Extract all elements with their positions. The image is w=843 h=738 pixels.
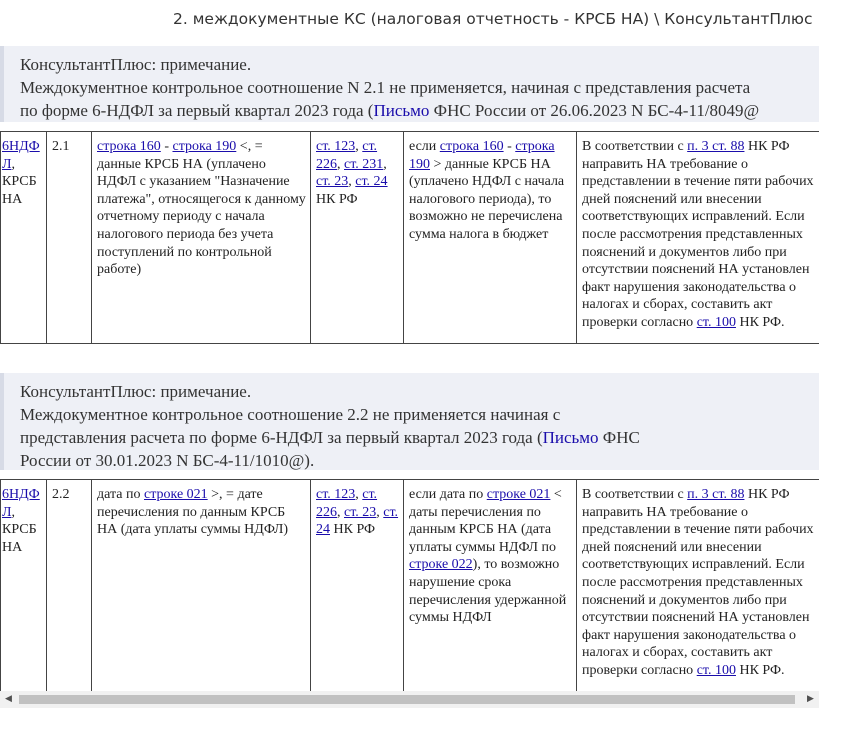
condition-text: <, = данные КРСБ НА (уплачено НДФЛ с указанием "Назначение платежа", относящегося к данному отчетному периоду с начала налогового периода без учета поступлений по контрольной работе) (97, 139, 306, 278)
note-text-line: Междокументное контрольное соотношение N 2.1 не применяется, начиная с представления расчета (20, 78, 751, 97)
condition-cell (92, 132, 311, 344)
violation-cell (404, 132, 577, 344)
consultant-note-1 (0, 46, 819, 122)
text: В соответствии с (582, 139, 688, 154)
form-text: , КРСБ НА (2, 156, 37, 207)
form-cell (1, 480, 47, 692)
condition-text: >, = дате перечисления по данным КРСБ НА (дата уплаты суммы НДФЛ) (97, 487, 289, 538)
line-link[interactable]: строке 021 (486, 487, 551, 502)
control-ratio-table-2-2 (0, 479, 819, 691)
text: - (160, 139, 173, 154)
line-link[interactable]: строка 160 (439, 139, 504, 154)
note-text-line (20, 426, 819, 449)
form-link[interactable]: 6НДФЛ (2, 487, 40, 520)
letter-link[interactable]: Письмо (373, 101, 430, 120)
article-link[interactable]: ст. 123 (316, 487, 356, 502)
action-cell (577, 132, 820, 344)
note-text: ФНС России от 26.06.2023 N БС-4-11/8049@ (429, 101, 760, 120)
table-row (1, 132, 820, 344)
article-link[interactable]: ст. 226 (316, 139, 378, 172)
line-link[interactable]: строке 022 (409, 557, 473, 573)
note-heading: КонсультантПлюс: примечание. (20, 382, 252, 401)
article-link[interactable]: ст. 226 (316, 487, 378, 520)
article-link[interactable]: ст. 231 (344, 156, 384, 172)
article-link[interactable]: ст. 100 (696, 662, 736, 678)
window-title: 2. междокументные КС (налоговая отчетность - КРСБ НА) \ КонсультантПлюс (173, 10, 813, 28)
article-link[interactable]: ст. 24 (355, 174, 388, 190)
article-link[interactable]: ст. 23 (344, 504, 377, 520)
law-cell: ст. 123, ст. 226, ст. 23, ст. 24 НК РФ (311, 480, 404, 692)
note-text-line: Междокументное контрольное соотношение 2.2 не применяется начиная с (20, 405, 561, 424)
line-link[interactable]: строке 021 (143, 487, 208, 502)
line-link[interactable]: строка 190 (172, 139, 237, 154)
article-link[interactable]: ст. 24 (316, 504, 399, 538)
action-cell (577, 480, 820, 692)
scroll-left-icon[interactable]: ◀ (5, 694, 12, 704)
text: В соответствии с (582, 487, 688, 502)
form-link[interactable]: 6НДФЛ (2, 139, 40, 172)
note-text: ФНС (598, 428, 640, 447)
right-gutter (819, 46, 843, 708)
text: дата по (97, 487, 144, 502)
note-text: по форме 6-НДФЛ за первый квартал 2023 года ( (20, 101, 374, 120)
article-link[interactable]: ст. 123 (316, 139, 356, 154)
violation-text: > данные КРСБ НА (уплачено НДФЛ с начала налогового периода), то возможно не перечислена сумма налога в бюджет (409, 156, 565, 242)
ratio-number: 2.1 (47, 132, 92, 344)
scrollbar-thumb[interactable] (19, 695, 795, 704)
form-text: , КРСБ НА (2, 504, 37, 555)
violation-text: ), то возможно нарушение срока перечисления удержанной суммы НДФЛ (409, 557, 567, 626)
line-link[interactable]: строка 160 (97, 139, 161, 154)
note-text-line (20, 99, 819, 122)
action-text: НК РФ направить НА требование о представлении в течение пяти рабочих дней пояснений или внесении соответствующих исправлений. Если после рассмотрения представленных пояснений и документов либо при отсутствии пояснений НА установлен факт нарушения законодательства о налогах и сборах, составить акт проверки согласно (582, 487, 814, 678)
law-cell: ст. 123, ст. 226, ст. 231, ст. 23, ст. 24 НК РФ (311, 132, 404, 344)
document-viewport[interactable] (0, 46, 819, 691)
scroll-right-icon[interactable]: ▶ (807, 694, 814, 704)
horizontal-scrollbar[interactable] (0, 691, 819, 708)
article-link[interactable]: п. 3 ст. 88 (687, 487, 745, 502)
text: < даты перечисления по данным КРСБ НА (дата уплаты суммы НДФЛ по (409, 487, 562, 555)
article-link[interactable]: ст. 23 (316, 174, 349, 190)
note-text: представления расчета по форме 6-НДФЛ за первый квартал 2023 года ( (20, 428, 543, 447)
table-row (1, 480, 820, 692)
text: НК РФ. (735, 662, 785, 678)
control-ratio-table-2-1 (0, 131, 819, 344)
text: НК РФ. (735, 314, 785, 330)
law-text: НК РФ (330, 522, 376, 538)
note-text-line: России от 30.01.2023 N БС-4-11/1010@). (20, 451, 315, 470)
text: если (409, 139, 440, 154)
note-heading: КонсультантПлюс: примечание. (20, 55, 252, 74)
consultant-note-2 (0, 373, 819, 470)
text: - (503, 139, 516, 154)
article-link[interactable]: ст. 100 (696, 314, 736, 330)
condition-cell (92, 480, 311, 692)
form-cell (1, 132, 47, 344)
law-text: НК РФ (316, 191, 358, 207)
text: если дата по (409, 487, 487, 502)
violation-cell (404, 480, 577, 692)
line-link[interactable]: строка 190 (409, 139, 555, 172)
article-link[interactable]: п. 3 ст. 88 (687, 139, 745, 154)
letter-link[interactable]: Письмо (542, 428, 599, 447)
action-text: НК РФ направить НА требование о представлении в течение пяти рабочих дней пояснений или внесении соответствующих исправлений. Если после рассмотрения представленных пояснений и документов либо при отсутствии пояснений НА установлен факт нарушения законодательства о налогах и сборах, составить акт проверки согласно (582, 139, 814, 330)
ratio-number: 2.2 (47, 480, 92, 692)
